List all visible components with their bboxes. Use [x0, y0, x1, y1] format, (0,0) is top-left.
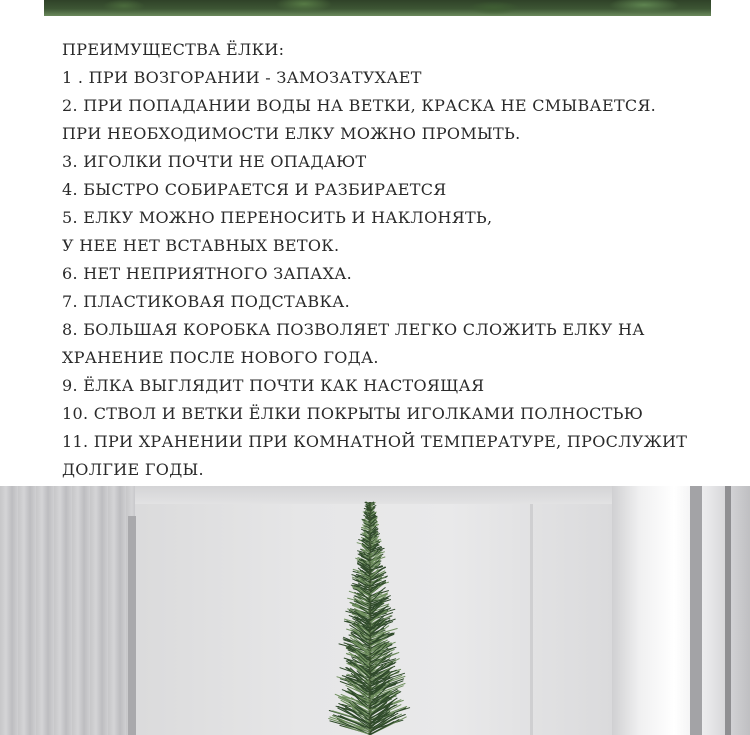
- benefit-line: 9. ЁЛКА ВЫГЛЯДИТ ПОЧТИ КАК НАСТОЯЩАЯ: [62, 376, 485, 395]
- curtain: [0, 486, 135, 735]
- benefit-line: 10. СТВОЛ И ВЕТКИ ЁЛКИ ПОКРЫТЫ ИГОЛКАМИ ПОЛНОСТЬЮ: [62, 404, 644, 423]
- christmas-tree-icon: [315, 500, 425, 735]
- benefits-heading: ПРЕИМУЩЕСТВА ЁЛКИ:: [62, 40, 285, 59]
- tree-in-room-photo: [0, 486, 750, 735]
- benefit-line: 11. ПРИ ХРАНЕНИИ ПРИ КОМНАТНОЙ ТЕМПЕРАТУРЕ, ПРОСЛУЖИТ: [62, 432, 688, 451]
- benefit-line: ПРИ НЕОБХОДИМОСТИ ЕЛКУ МОЖНО ПРОМЫТЬ.: [62, 124, 521, 143]
- benefit-line: У НЕЕ НЕТ ВСТАВНЫХ ВЕТОК.: [62, 236, 340, 255]
- benefit-line: 3. ИГОЛКИ ПОЧТИ НЕ ОПАДАЮТ: [62, 152, 367, 171]
- wall-seam: [530, 504, 533, 735]
- curtain-edge: [128, 516, 136, 735]
- benefit-line: ДОЛГИЕ ГОДЫ.: [62, 460, 204, 479]
- benefit-line: ХРАНЕНИЕ ПОСЛЕ НОВОГО ГОДА.: [62, 348, 379, 367]
- top-foliage-photo: [44, 0, 711, 16]
- benefits-text-block: [62, 36, 722, 484]
- window-frame-edge: [725, 486, 731, 735]
- benefit-line: 8. БОЛЬШАЯ КОРОБКА ПОЗВОЛЯЕТ ЛЕГКО СЛОЖИТЬ ЕЛКУ НА: [62, 320, 645, 339]
- benefit-line: 5. ЕЛКУ МОЖНО ПЕРЕНОСИТЬ И НАКЛОНЯТЬ,: [62, 208, 493, 227]
- benefit-line: 4. БЫСТРО СОБИРАЕТСЯ И РАЗБИРАЕТСЯ: [62, 180, 447, 199]
- benefit-line: 2. ПРИ ПОПАДАНИИ ВОДЫ НА ВЕТКИ, КРАСКА НЕ СМЫВАЕТСЯ.: [62, 96, 657, 115]
- benefit-line: 6. НЕТ НЕПРИЯТНОГО ЗАПАХА.: [62, 264, 353, 283]
- benefit-line: 1 . ПРИ ВОЗГОРАНИИ - ЗАМОЗАТУХАЕТ: [62, 68, 422, 87]
- benefit-line: 7. ПЛАСТИКОВАЯ ПОДСТАВКА.: [62, 292, 350, 311]
- window-frame: [690, 486, 702, 735]
